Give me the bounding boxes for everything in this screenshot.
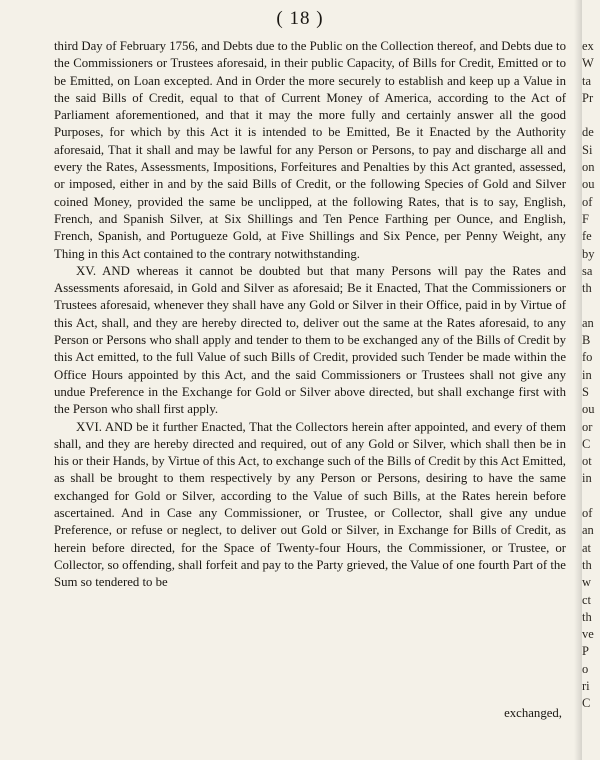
fragment: or (582, 419, 593, 434)
fragment: de (582, 125, 594, 140)
fragment: W (582, 56, 594, 71)
fragment: at (582, 540, 592, 555)
fragment: fe (582, 229, 592, 244)
page-number: ( 18 ) (276, 8, 324, 29)
fragment: ou (582, 177, 595, 192)
fragment: of (582, 506, 593, 521)
fragment: o (582, 661, 589, 676)
fragment: ri (582, 678, 590, 693)
fragment: P (582, 644, 589, 659)
fragment: ex (582, 39, 594, 53)
fragment: ou (582, 402, 595, 417)
fragment: by (582, 246, 595, 261)
fragment: an (582, 315, 594, 330)
fragment: of (582, 194, 593, 209)
fragment: fo (582, 350, 593, 365)
fragment: w (582, 575, 592, 590)
fragment: C (582, 696, 591, 711)
fragment: on (582, 160, 595, 175)
fragment: Si (582, 142, 593, 157)
fragment: S (582, 384, 589, 399)
fragment: B (582, 333, 591, 348)
fragment (582, 297, 600, 314)
paragraph-continuation: third Day of February 1756, and Debts due to the Public on the Collection thereof, and Debts due to the Commissioners or Trustees aforesaid, in their public Capacity, of Bills for Credit, Emitted or to be Emitted, on Loan excepted. And in Order the more securely to establish and keep up a Value in the said Bills of Credit, equal to that of Current Money of America, according to the Act of Parliament aforementioned, and that it may the more fully and certainly answer all the good Purposes, for which by this Act it is intended to be Emitted, Be it Enacted by the Authority aforesaid, That it shall and may be lawful for any Person or Persons, to pay and discharge all and every the Rates, Assessments, Impositions, Forfeitures and Penalties by this Act granted, assessed, or imposed, either in and by the said Bills of Credit, or the following Species of Gold and Silver coined Money, provided the same be unclipped, at the following Rates, that is to say, English, French, and Spanish Silver, at Six Shillings and Ten Pence Farthing per Ounce, and English, French, Spanish, and Portugueze Gold, at Five Shillings and Six Pence, per Penny Weight, any Thing in this Act contained to the contrary notwithstanding. (54, 39, 566, 261)
section-xv: XV. AND whereas it cannot be doubted but that many Persons will pay the Rates and Assessments aforesaid, in Gold and Silver as aforesaid; Be it Enacted, That the Commissioners or Trustees aforesaid, whenever they shall have any Gold or Silver in their Office, paid in by Virtue of this Act, shall, and they are hereby directed to, deliver out the same at the Rates aforesaid, to any Person or Persons who shall apply and tender to them to be exchanged any of the Bills of Credit by this Act emitted, to the full Value of such Bills of Credit, provided such Tender be made within the Office Hours appointed by this Act, and the said Commissioners or Trustees shall not give any undue Preference in the Exchange for Gold or Silver above directed, but shall exchange first with the Person who shall first apply. (54, 263, 566, 417)
facing-page-edge (582, 38, 600, 738)
fragment: ct (582, 592, 592, 607)
fragment: ot (582, 454, 592, 469)
fragment: in (582, 367, 592, 382)
fragment: F (582, 211, 589, 226)
fragment: sa (582, 263, 593, 278)
fragment: in (582, 471, 592, 486)
fragment (582, 488, 600, 505)
fragment: ta (582, 73, 592, 88)
page-gutter (574, 0, 582, 760)
fragment: ve (582, 627, 594, 642)
fragment: Pr (582, 90, 594, 105)
fragment: th (582, 557, 592, 572)
catchword: exchanged, (504, 706, 562, 720)
section-xvi: XVI. AND be it further Enacted, That the Collectors herein after appointed, and every of them shall, and they are hereby directed and required, out of any Gold or Silver, which shall then be in his or their Hands, by Virtue of this Act, to exchange such of the Bills of Credit by this Act Emitted, as shall be brought to them respectively by any Person or Persons, desiring to have the same exchanged for Gold or Silver, according to the Value of such Bills, at the Rates herein before ascertained. And in Case any Commissioner, or Trustee, or Collector, shall give any undue Preference, or refuse or neglect, to deliver out Gold or Silver, in Exchange for Bills of Credit, as herein before directed, for the Space of Twenty-four Hours, the Commissioner, or Trustee, or Collector, so offending, shall forfeit and pay to the Party grieved, the Value of one fourth Part of the Sum so tendered to be (54, 419, 566, 590)
fragment: th (582, 281, 592, 296)
fragment (582, 107, 600, 124)
fragment: C (582, 436, 591, 451)
fragment: an (582, 523, 594, 538)
fragment: th (582, 609, 592, 624)
body-text (54, 38, 566, 592)
